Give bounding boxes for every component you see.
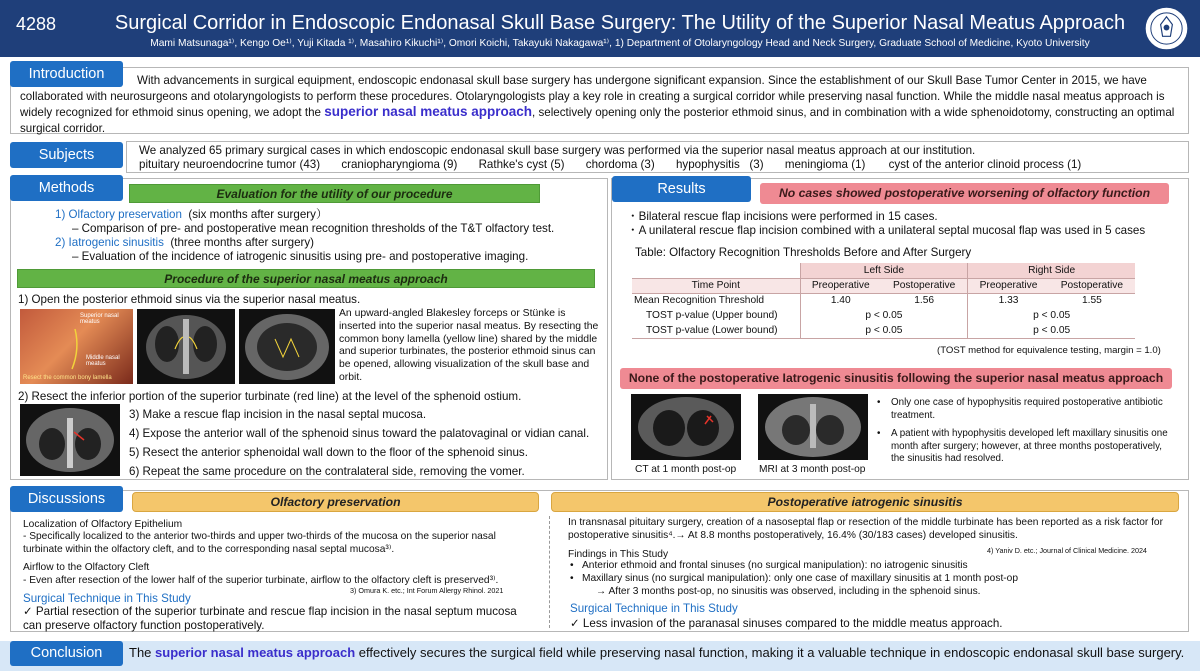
procedure-banner: Procedure of the superior nasal meatus approach (17, 269, 595, 288)
case-item: cyst of the anterior clinoid process (1) (888, 158, 1082, 171)
table-row-label: TOST p-value (Lower bound) (646, 324, 778, 336)
table-cell: p < 0.05 (968, 308, 1135, 323)
introduction-text (20, 73, 1180, 136)
method-item-1-note: (six months after surgery） (188, 208, 328, 221)
olfactory-result-banner: No cases showed postoperative worsening of olfactory function (760, 183, 1169, 204)
disc-right-text1: In transnasal pituitary surgery, creation of a nasoseptal flap or resection of the middle turbinate has been reported as a risk factor for postoperative sinusitis⁴.→ At 8.8 months postoperatively, 16.4% (30/183 cases) developed sinusitis. (568, 517, 1163, 541)
procedure-step-4: 4) Expose the anterior wall of the sphenoid sinus toward the palatovaginal or vidian canal. (129, 427, 590, 440)
image-label: Resect the common bony lamella (23, 375, 112, 381)
case-item: hypophysitis (3) (675, 158, 764, 171)
university-seal-icon (1143, 5, 1190, 52)
method-item-2-title: 2) Iatrogenic sinusitis (55, 236, 164, 249)
introduction-label: Introduction (10, 61, 123, 87)
table-cell: 1.40 (800, 293, 881, 308)
conclusion-text-a: The (129, 645, 152, 660)
procedure-step-5: 5) Resect the anterior sphenoidal wall down to the floor of the sphenoid sinus. (129, 446, 528, 459)
disc-right-bullets (568, 560, 1168, 598)
poster-id: 4288 (16, 14, 57, 34)
table-cell: p < 0.05 (800, 308, 968, 323)
disc-right-head: Findings in This Study (568, 549, 669, 560)
bullet-item: • A patient with hypophysitis developed left maxillary sinusitis one month after surgery; however, at three months postoperatively, the sinusitis had resolved. (877, 428, 1168, 465)
disc-left-ref: 3) Omura K. etc.; Int Forum Allergy Rhinol. 2021 (350, 586, 504, 595)
disc-right-technique-heading: Surgical Technique in This Study (570, 602, 738, 615)
disc-left-text2: - Even after resection of the lower half of the superior turbinate, airflow to the olfactory cleft is preserved³⁾. (23, 575, 499, 586)
bullet-item (568, 586, 1168, 599)
poster-title: Surgical Corridor in Endoscopic Endonasal Skull Base Surgery: The Utility of the Superior Nasal Meatus Approach (114, 12, 1126, 34)
poster-authors: Mami Matsunaga¹⁾, Kengo Oe¹⁾, Yuji Kitada ¹⁾, Masahiro Kikuchi¹⁾, Omori Koichi, Takayuki Nakagawa¹⁾, 1) Department of Otolaryngology Head and Neck Surgery, Graduate School of Medicine, Kyoto University (150, 38, 1090, 49)
bullet-item: • Maxillary sinus (no surgical manipulation): only one case of maxillary sinusitis at 1 month post-op (570, 572, 1018, 584)
disc-left-head2: Airflow to the Olfactory Cleft (23, 562, 150, 573)
disc-right-ref: 4) Yaniv D. etc.; Journal of Clinical Medicine. 2024 (987, 546, 1147, 555)
result-bullet-2: ・A unilateral rescue flap incision combined with a unilateral septal mucosal flap was used in 5 cases (627, 224, 1146, 237)
ct-coronal-image (137, 309, 235, 384)
sinusitis-discussion-banner: Postoperative iatrogenic sinusitis (551, 492, 1179, 512)
yellow-line-icon (20, 309, 133, 384)
table-header-left: Left Side (800, 263, 968, 278)
methods-label: Methods (10, 175, 123, 201)
table-title: Table: Olfactory Recognition Thresholds Before and After Surgery (635, 246, 972, 259)
bullet-text: → After 3 months post-op, no sinusitis was observed, including in the sphenoid sinus. (596, 585, 981, 597)
case-item: Rathke's cyst (5) (478, 158, 565, 171)
table-cell (632, 263, 800, 278)
results-label: Results (612, 176, 751, 202)
ct-axial-image (239, 309, 335, 384)
table-header-time: Time Point (632, 278, 800, 293)
introduction-highlight: superior nasal meatus approach (324, 104, 533, 120)
subjects-line1: We analyzed 65 primary surgical cases in which endoscopic endonasal skull base surgery was performed via the superior nasal meatus approach at our institution. (139, 144, 976, 157)
method-item-1-desc: – Comparison of pre- and postoperative mean recognition thresholds of the T&T olfactory test. (72, 222, 555, 235)
procedure-step-2: 2) Resect the inferior portion of the superior turbinate (red line) at the level of the sphenoid ostium. (18, 390, 522, 403)
sinusitis-result-banner: None of the postoperative Iatrogenic sinusitis following the superior nasal meatus approach (620, 368, 1172, 389)
method-item-2-desc: – Evaluation of the incidence of iatrogenic sinusitis using pre- and postoperative imaging. (72, 250, 529, 263)
procedure-step-1-desc: An upward-angled Blakesley forceps or Stünke is inserted into the superior nasal meatus. By resecting the common bony lamella (yellow line) shared by the middle and superior turbinates, the posterior ethmoid sinus can be opened, allowing visualization of the skull base and orbit. (339, 308, 599, 383)
method-item-1-title: 1) Olfactory preservation (55, 208, 182, 221)
image-label: Superior nasal meatus (80, 313, 119, 325)
ct-postop-image (631, 394, 741, 460)
case-item: pituitary neuroendocrine tumor (43) (139, 158, 321, 171)
disc-left-head1: Localization of Olfactory Epithelium (23, 519, 183, 530)
case-item: craniopharyngioma (9) (341, 158, 458, 171)
bullet-text: Only one case of hypophysitis required postoperative antibiotic treatment. (891, 397, 1163, 421)
subjects-label: Subjects (10, 142, 123, 168)
conclusion-text-b: effectively secures the surgical field while preserving nasal function, making it a valuable technique in endoscopic endonasal skull base surgery. (358, 645, 1185, 660)
sphenoid-ct-drawing (20, 404, 120, 476)
case-item: chordoma (3) (585, 158, 655, 171)
mri-caption: MRI at 3 month post-op (759, 464, 866, 475)
table-header-pre: Preoperative (968, 278, 1049, 293)
ct-axial-drawing (239, 309, 335, 384)
table-header-post: Postoperative (881, 278, 968, 293)
ct-postop-drawing (631, 394, 741, 460)
procedure-step-3: 3) Make a rescue flap incision in the nasal septal mucosa. (129, 408, 427, 421)
result-bullet-1: ・Bilateral rescue flap incisions were performed in 15 cases. (627, 210, 938, 223)
table-cell: 1.55 (1081, 295, 1102, 307)
table-row-label: Mean Recognition Threshold (634, 295, 765, 307)
table-note: (TOST method for equivalence testing, margin = 1.0) (937, 345, 1161, 356)
endoscopic-image (20, 309, 133, 384)
conclusion-label: Conclusion (10, 641, 123, 666)
introduction-text-b: , selectively opening only the posterior ethmoid sinus, and in combination with a wide sphenoidotomy, constructing an optimal surgical corridor. (20, 106, 1175, 135)
bullet-text: Maxillary sinus (no surgical manipulation): only one case of maxillary sinusitis at 1 month post-op (582, 572, 1018, 584)
disc-left-technique-text: ✓ Partial resection of the superior turbinate and rescue flap incision in the nasal septum mucosa can preserve olfactory function postoperatively. (23, 605, 517, 632)
ct-coronal-drawing (137, 309, 235, 384)
image-label: Middle nasal meatus (86, 355, 120, 367)
mri-postop-drawing (758, 394, 868, 460)
table-row-label: TOST p-value (Upper bound) (646, 310, 778, 321)
table-header-post: Postoperative (1049, 278, 1135, 293)
bullet-item: • Only one case of hypophysitis required postoperative antibiotic treatment. (877, 397, 1163, 421)
table-header-right: Right Side (968, 263, 1135, 278)
introduction-text-a: With advancements in surgical equipment, endoscopic endonasal skull base surgery has undergone significant expansion. Since the establishment of our Skull Base Tumor Center in 2015, we have collaborated with neurosurgeons and otolaryngologists to perform these procedures. Otolaryngologists play a key role in creating a surgical corridor while preserving nasal function. While the middle nasal meatus approach is widely recognized for ethmoid sinus opening, we adopt the (20, 74, 1165, 120)
disc-right-technique-text: ✓ Less invasion of the paranasal sinuses compared to the middle meatus approach. (570, 617, 1003, 630)
table-cell: 1.33 (968, 293, 1049, 308)
procedure-step-1: 1) Open the posterior ethmoid sinus via the superior nasal meatus. (18, 293, 361, 306)
table-cell: p < 0.05 (800, 323, 968, 338)
poster-header (0, 0, 1200, 57)
table-cell: 1.56 (914, 295, 935, 307)
bullet-text: A patient with hypophysitis developed left maxillary sinusitis one month after surgery; however, at three months postoperatively, the sinusitis had resolved. (891, 428, 1168, 465)
mri-postop-image (758, 394, 868, 460)
sinusitis-bullets (877, 397, 1177, 466)
evaluation-banner: Evaluation for the utility of our procedure (129, 184, 540, 203)
conclusion-text (129, 644, 1184, 661)
olfactory-discussion-banner: Olfactory preservation (132, 492, 539, 512)
disc-left-text1: - Specifically localized to the anterior two-thirds and upper two-thirds of the mucosa on the superior nasal turbinate within the olfactory cleft, and to the corresponding nasal septal mucosa³⁾. (23, 531, 496, 555)
bullet-item: • Anterior ethmoid and frontal sinuses (no surgical manipulation): no iatrogenic sinusitis (570, 560, 968, 571)
conclusion-highlight: superior nasal meatus approach (155, 645, 356, 660)
table-header-pre: Preoperative (800, 278, 881, 293)
case-item: meningioma (1) (784, 158, 866, 171)
sphenoid-ct-image (20, 404, 120, 476)
procedure-step-6: 6) Repeat the same procedure on the contralateral side, removing the vomer. (129, 465, 525, 478)
table-cell: p < 0.05 (968, 323, 1135, 338)
ct-caption: CT at 1 month post-op (635, 464, 737, 475)
method-item-2-note: (three months after surgery) (170, 236, 315, 249)
subjects-cases (139, 157, 1081, 173)
olfactory-table (632, 263, 1135, 339)
bullet-text: Anterior ethmoid and frontal sinuses (no surgical manipulation): no iatrogenic sinusitis (582, 560, 968, 571)
discussion-divider (549, 516, 550, 628)
disc-left-technique-heading: Surgical Technique in This Study (23, 592, 191, 605)
discussions-label: Discussions (10, 486, 123, 512)
